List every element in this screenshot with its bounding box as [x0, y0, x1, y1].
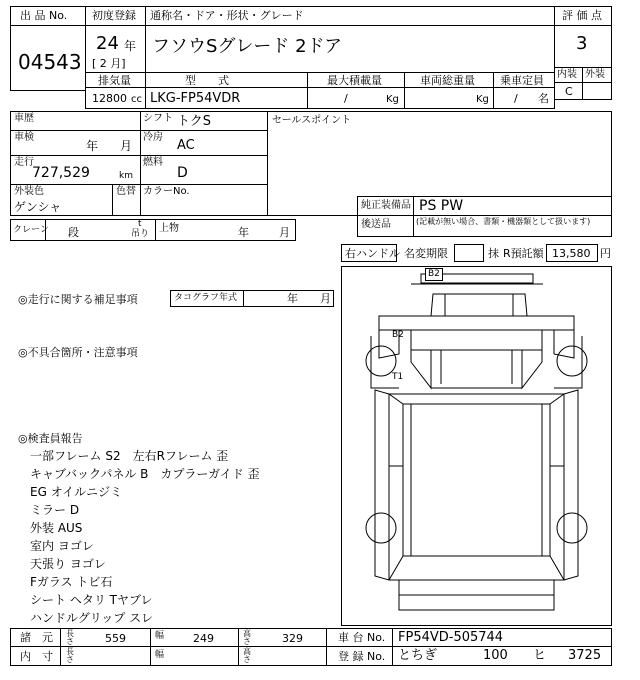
height-label: 高さ: [243, 629, 251, 646]
aftermarket-label: 後送品: [361, 219, 391, 230]
registration-class: 100: [483, 648, 508, 663]
grade-label: 評 価 点: [562, 9, 602, 22]
registration-month: [ 2 月]: [92, 57, 126, 70]
length-label: 長さ: [66, 629, 74, 646]
truck-damage-diagram: [341, 266, 612, 626]
name-grade-label: 通称名・ドア・形状・グレード: [150, 9, 304, 22]
name-change-label: 名変期限: [404, 247, 448, 260]
driving-notes-label: ◎走行に関する補足事項: [18, 293, 138, 306]
mileage-unit: km: [119, 171, 133, 181]
crane-hang-label: 吊り: [131, 229, 150, 239]
chassis-label: 車 台 No.: [338, 631, 386, 644]
crane-ton-unit: t: [138, 219, 142, 229]
color-code-label: カラーNo.: [143, 186, 190, 197]
report-line: キャブバックパネル B カプラーガイド 歪: [30, 467, 260, 481]
registration-label: 登 録 No.: [338, 650, 386, 663]
report-line: 一部フレーム S2 左右Rフレーム 歪: [30, 449, 229, 463]
registration-year: 24: [96, 33, 119, 54]
transfer-mark: 抹: [488, 247, 499, 260]
report-line: ミラー D: [30, 503, 80, 517]
crane-year-unit: 年: [238, 226, 249, 239]
crane-label: クレーン: [13, 225, 49, 235]
tachograph-year-unit: 年: [287, 292, 298, 305]
steering-side: 右ハンドル: [345, 247, 400, 260]
fuel-label: 燃料: [143, 157, 163, 168]
displacement-unit: cc: [131, 94, 142, 105]
report-line: EG オイルニジミ: [30, 485, 123, 499]
report-line: 室内 ヨゴレ: [30, 539, 94, 553]
capacity-label: 乗車定員: [500, 74, 544, 87]
defects-label: ◎不具合箇所・注意事項: [18, 346, 138, 359]
inspection-label: 車検: [14, 132, 34, 143]
gross-weight-unit: Kg: [476, 94, 489, 105]
mileage-value: 727,529: [32, 165, 90, 181]
first-registration-label: 初度登録: [92, 9, 136, 22]
tachograph-month-unit: 月: [320, 292, 331, 305]
displacement-value: 12800: [92, 92, 127, 105]
height-value: 329: [282, 632, 303, 645]
exterior-label: 外装: [585, 69, 605, 80]
recycle-deposit-amount: 13,580: [552, 247, 591, 260]
max-load-unit: Kg: [386, 94, 399, 105]
report-line: Fガラス トビ石: [30, 575, 113, 589]
damage-mark-b2-back: B2: [392, 330, 404, 340]
damage-mark-t1: T1: [392, 372, 404, 382]
model-code: LKG-FP54VDR: [150, 91, 241, 106]
dimensions-label: 諸 元: [20, 631, 53, 644]
recycle-deposit-label: R預託額: [503, 247, 544, 260]
aftermarket-note: (記載が無い場合、書類・機器類として扱います): [416, 217, 591, 226]
max-load-separator: /: [344, 92, 348, 105]
interior-label: 内装: [557, 69, 577, 80]
ac-value: AC: [177, 138, 195, 153]
equipment-value: PS PW: [419, 198, 464, 214]
max-load-label: 最大積載量: [327, 74, 382, 87]
equipment-label: 純正装備品: [361, 200, 411, 211]
crane-stage-unit: 段: [68, 226, 79, 239]
gross-weight-label: 車両総重量: [420, 74, 475, 87]
report-line: ハンドルグリップ スレ: [30, 611, 154, 625]
interior-grade: C: [565, 85, 573, 98]
inspection-month-unit: 月: [120, 139, 133, 153]
registration-number: 3725: [568, 648, 602, 663]
damage-mark-b2-top: B2: [425, 268, 443, 281]
shift-value: トクS: [177, 114, 211, 129]
upper-body-label: 上物: [159, 223, 179, 234]
sales-point-label: セールスポイント: [272, 115, 352, 126]
lot-label: 出 品 No.: [20, 9, 68, 22]
history-label: 車歴: [14, 113, 34, 124]
report-line: 外装 AUS: [30, 521, 83, 535]
width-value: 249: [193, 632, 214, 645]
registration-kana: ヒ: [533, 648, 547, 663]
year-unit: 年: [124, 39, 137, 53]
fuel-value: D: [177, 165, 188, 181]
recycle-deposit-unit: 円: [600, 247, 611, 260]
ac-label: 冷房: [143, 132, 163, 143]
displacement-label: 排気量: [98, 74, 131, 87]
width-label: 幅: [155, 631, 165, 641]
inspection-year-unit: 年: [86, 139, 99, 153]
chassis-number: FP54VD-505744: [398, 630, 504, 645]
registration-place: とちぎ: [398, 648, 438, 663]
tachograph-label: タコグラフ年式: [174, 293, 238, 303]
color-value: ゲンシャ: [14, 200, 62, 214]
capacity-unit: 名: [538, 92, 549, 105]
lot-number: 04543: [18, 50, 82, 74]
report-line: 天張り ヨゴレ: [30, 557, 106, 571]
car-name: フソウSグレード 2ドア: [152, 36, 343, 57]
color-change-label: 色替: [116, 186, 136, 197]
capacity-separator: /: [514, 92, 518, 105]
inner-height-label: 高さ: [243, 647, 251, 664]
shift-label: シフト: [143, 113, 173, 124]
overall-grade: 3: [576, 33, 588, 54]
color-label: 外装色: [14, 186, 44, 197]
inner-width-label: 幅: [155, 650, 165, 660]
mileage-label: 走行: [14, 157, 34, 168]
crane-month-unit: 月: [279, 226, 290, 239]
inner-length-label: 長さ: [66, 647, 74, 664]
report-line: シート ヘタリ Tヤブレ: [30, 593, 153, 607]
model-label: 型 式: [185, 74, 229, 87]
inner-dimensions-label: 内 寸: [20, 650, 53, 663]
length-value: 559: [105, 632, 126, 645]
inspector-report-label: ◎検査員報告: [18, 432, 83, 445]
